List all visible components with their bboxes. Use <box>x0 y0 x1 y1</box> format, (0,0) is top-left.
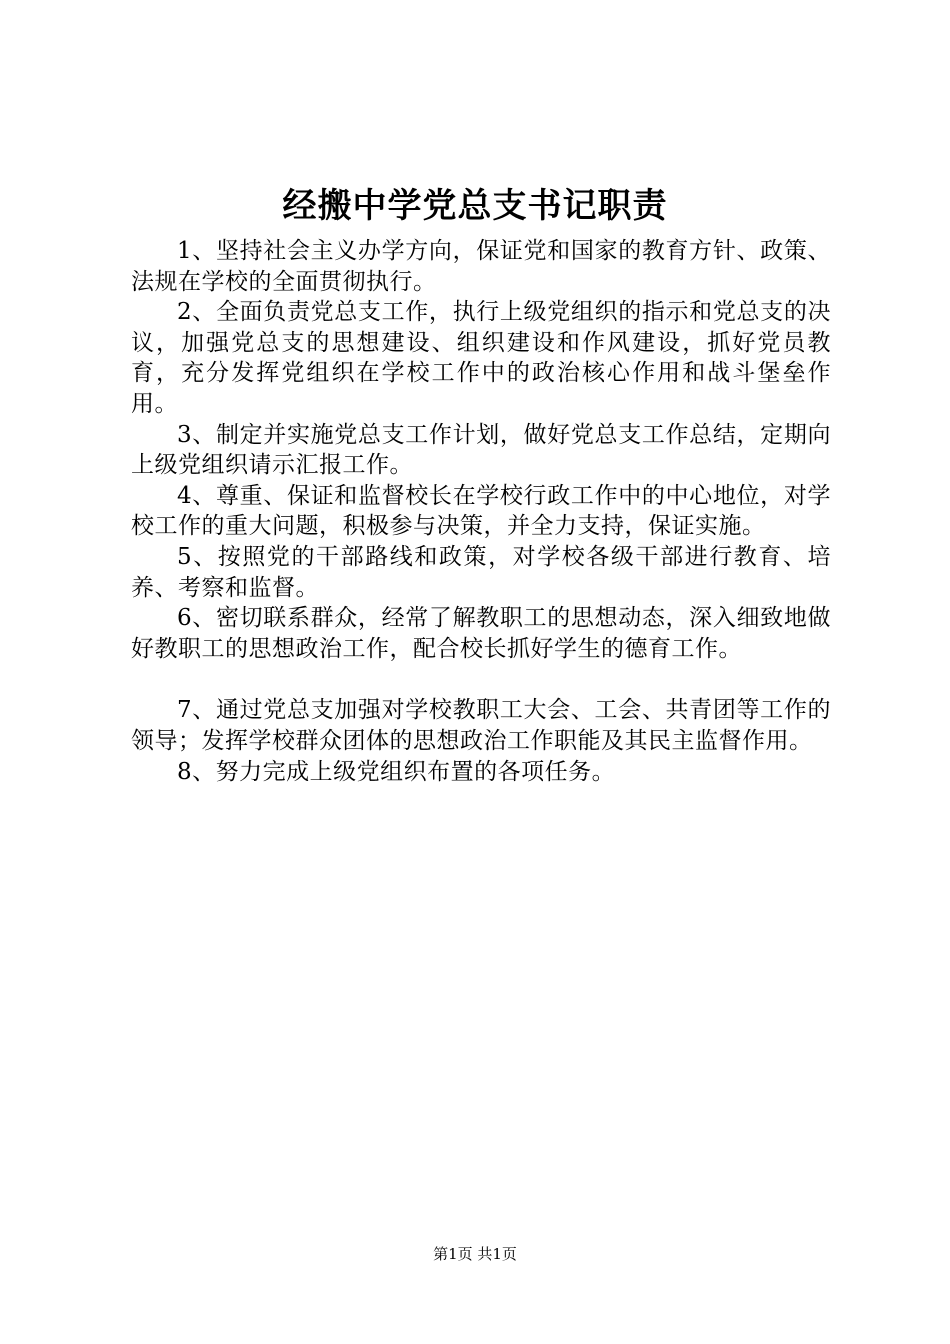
paragraph-1: 1、坚持社会主义办学方向，保证党和国家的教育方针、政策、法规在学校的全面贯彻执行。 <box>131 238 831 295</box>
page-footer: 第1页 共1页 <box>433 1245 517 1263</box>
paragraph-6: 6、密切联系群众，经常了解教职工的思想动态，深入细致地做好教职工的思想政治工作，配合校长抓好学生的德育工作。 <box>131 605 831 662</box>
paragraph-8: 8、努力完成上级党组织布置的各项任务。 <box>177 758 616 785</box>
paragraph-3: 3、制定并实施党总支工作计划，做好党总支工作总结，定期向上级党组织请示汇报工作。 <box>131 421 831 479</box>
paragraph-2: 2、全面负责党总支工作，执行上级党组织的指示和党总支的决议，加强党总支的思想建设、组织建设和作风建设，抓好党员教育，充分发挥党组织在学校工作中的政治核心作用和战斗堡垒作用。 <box>131 299 831 417</box>
document-body <box>131 236 831 787</box>
paragraph-5: 5、按照党的干部路线和政策，对学校各级干部进行教育、培养、考察和监督。 <box>131 543 831 601</box>
paragraph-4: 4、尊重、保证和监督校长在学校行政工作中的中心地位，对学校工作的重大问题，积极参与决策，并全力支持，保证实施。 <box>131 482 831 540</box>
paragraph-7: 7、通过党总支加强对学校教职工大会、工会、共青团等工作的领导；发挥学校群众团体的思想政治工作职能及其民主监督作用。 <box>131 697 831 754</box>
document-title: 经搬中学党总支书记职责 <box>282 186 668 226</box>
